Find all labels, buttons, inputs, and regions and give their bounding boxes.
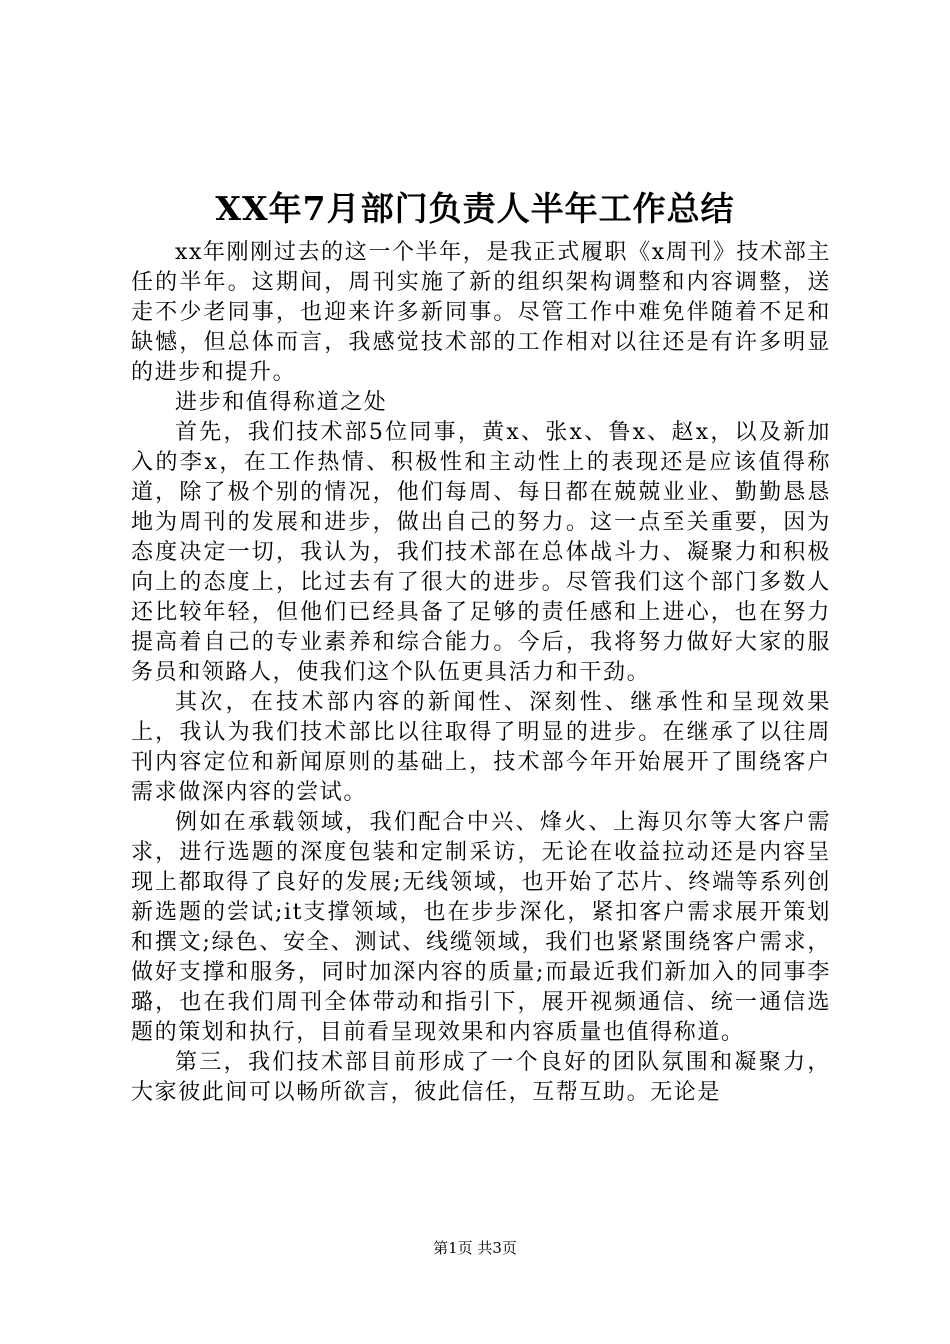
- paragraph-first: 首先，我们技术部5位同事，黄x、张x、鲁x、赵x，以及新加入的李x，在工作热情、积极性和主动性上的表现还是应该值得称道，除了极个别的情况，他们每周、每日都在兢兢业业、勤勤恳恳地为周刊的发展和进步，做出自己的努力。这一点至关重要，因为态度决定一切，我认为，我们技术部在总体战斗力、凝聚力和积极向上的态度上，比过去有了很大的进步。尽管我们这个部门多数人还比较年轻，但他们已经具备了足够的责任感和上进心，也在努力提高着自己的专业素养和综合能力。今后，我将努力做好大家的服务员和领路人，使我们这个队伍更具活力和干劲。: [131, 420, 831, 685]
- page-footer: 第1页 共3页: [433, 1239, 517, 1257]
- paragraph-intro: xx年刚刚过去的这一个半年，是我正式履职《x周刊》技术部主任的半年。这期间，周刊实施了新的组织架构调整和内容调整，送走不少老同事，也迎来许多新同事。尽管工作中难免伴随着不足和缺憾，但总体而言，我感觉技术部的工作相对以往还是有许多明显的进步和提升。: [131, 240, 831, 385]
- section-heading: 进步和值得称道之处: [175, 390, 388, 415]
- document-body: [131, 238, 831, 1108]
- paragraph-example: 例如在承载领域，我们配合中兴、烽火、上海贝尔等大客户需求，进行选题的深度包装和定制采访，无论在收益拉动还是内容呈现上都取得了良好的发展;无线领域，也开始了芯片、终端等系列创新选题的尝试;it支撑领域，也在步步深化，紧扣客户需求展开策划和撰文;绿色、安全、测试、线缆领域，我们也紧紧围绕客户需求，做好支撑和服务，同时加深内容的质量;而最近我们新加入的同事李璐，也在我们周刊全体带动和指引下，展开视频通信、统一通信选题的策划和执行，目前看呈现效果和内容质量也值得称道。: [131, 810, 831, 1045]
- paragraph-second: 其次，在技术部内容的新闻性、深刻性、继承性和呈现效果上，我认为我们技术部比以往取得了明显的进步。在继承了以往周刊内容定位和新闻原则的基础上，技术部今年开始展开了围绕客户需求做深内容的尝试。: [131, 690, 831, 805]
- document-title: XX年7月部门负责人半年工作总结: [215, 189, 735, 228]
- paragraph-third: 第三，我们技术部目前形成了一个良好的团队氛围和凝聚力，大家彼此间可以畅所欲言，彼此信任，互帮互助。无论是: [131, 1050, 831, 1105]
